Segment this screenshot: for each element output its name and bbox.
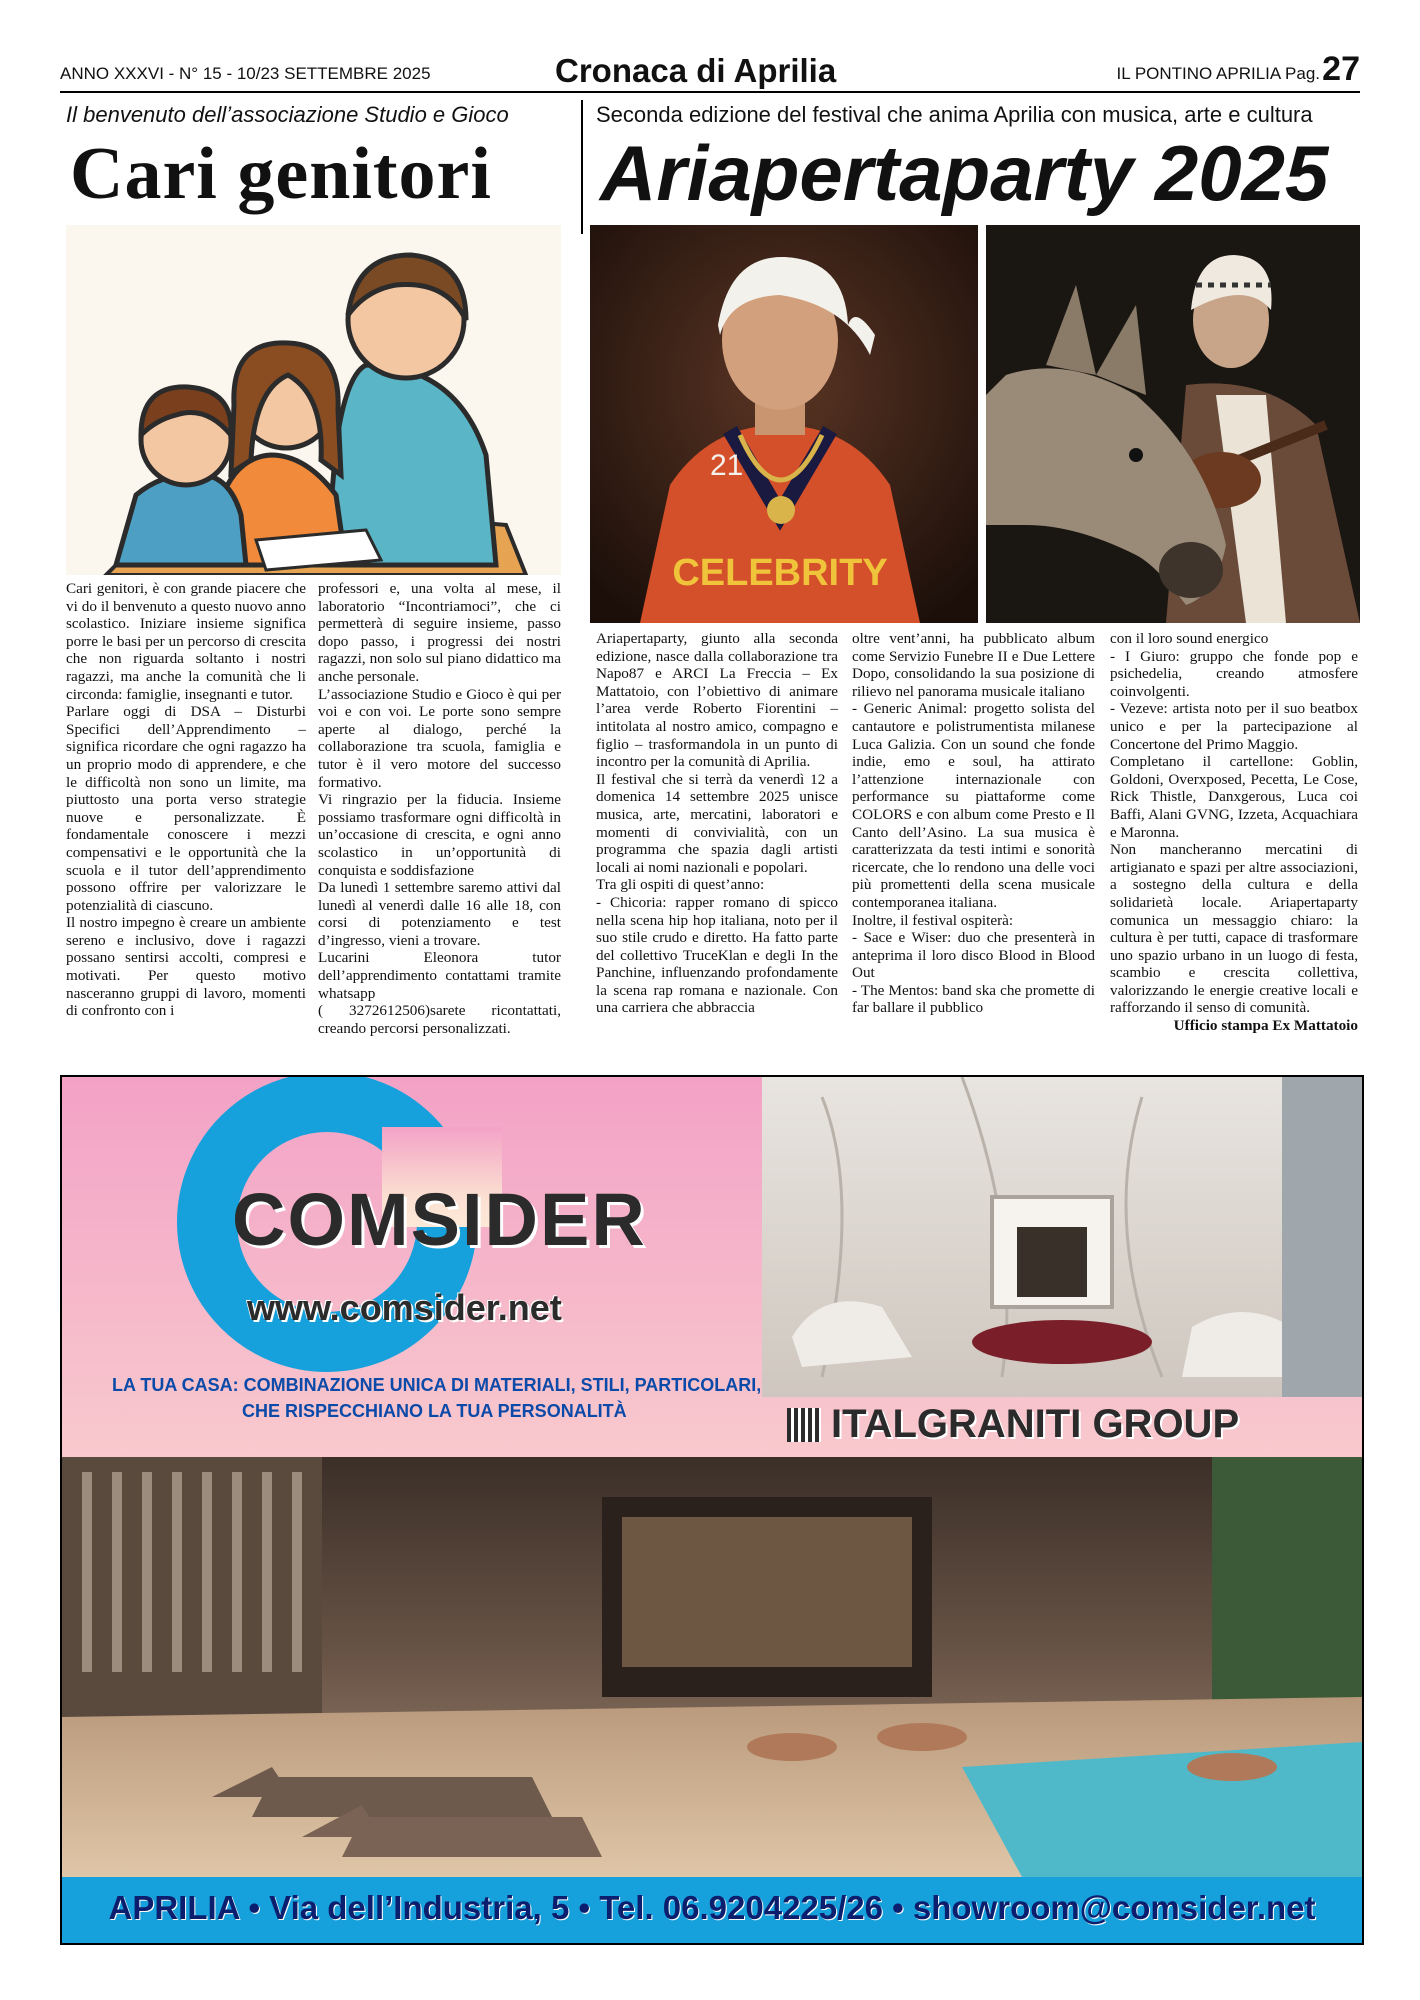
paragraph: Vi ringrazio per la fiducia. Insieme possiamo trasformare ogni difficoltà in un’occasione di crescita, e ogni anno scolastico in un’opportunità di conquista e soddisfazione: [318, 791, 561, 879]
paragraph: - Sace e Wiser: duo che presenterà in anteprima il loro disco Blood in Blood Out: [852, 929, 1095, 982]
left-headline: Cari genitori: [70, 133, 492, 215]
musician-donkey-photo: [986, 225, 1360, 623]
paragraph: con il loro sound energico: [1110, 630, 1269, 647]
ad-tagline-1: LA TUA CASA: COMBINAZIONE UNICA DI MATERIALI, STILI, PARTICOLARI,: [112, 1375, 762, 1395]
paragraph: Non mancheranno mercatini di artigianato e spazi per altre associazioni, a sostegno della cultura e della solidarietà locale. Ariapertaparty comunica un messaggio chiaro: la cultura è per tutti, capace di trasformare uno spazio urbano in un luogo di festa, scambio e crescita collettiva, valorizzando le energie creative locali e rafforzando il senso di comunità.: [1110, 841, 1358, 1017]
right-article-col2: [852, 630, 1095, 1017]
paragraph: professori e, una volta al mese, il laboratorio “Incontriamoci”, che ci permetterà di seguire insieme, passo dopo passo, i progressi dei nostri ragazzi, non solo sul piano didattico ma anche personale.: [318, 580, 561, 685]
page-number: 27: [1322, 50, 1360, 88]
paragraph: Ariapertaparty, giunto alla seconda edizione, nasce dalla collaborazione tra Napo87 e ARCI La Freccia – Ex Mattatoio, con l’obiettivo di animare l’area verde Roberto Fiorentini – intitolata al nostro amico, compagno e figlio – trasformandola in un punto di incontro per la comunità di Aprilia.: [596, 630, 838, 771]
paragraph: Completano il cartellone: Goblin, Goldoni, Overxposed, Pecetta, Le Cose, Rick Thistle, Danxgerous, Luca coi Baffi, Alani GVNG, Izzeta, Acquachiara e Maronna.: [1110, 753, 1358, 841]
paragraph: ( 3272612506)sarete ricontattati, creando percorsi personalizzati.: [318, 1002, 561, 1037]
paragraph: L’associazione Studio e Gioco è qui per voi e con voi. Le porte sono sempre aperte al dialogo, perché la collaborazione tra scuola, famiglia e tutor è il vero motore del successo formativo.: [318, 685, 561, 791]
header-rule: [60, 91, 1360, 93]
paragraph: - The Mentos: band ska che promette di far ballare il pubblico: [852, 981, 1095, 1017]
section-title: Cronaca di Aprilia: [555, 52, 837, 89]
paragraph: oltre vent’anni, ha pubblicato album come Servizio Funebre II e Due Lettere Dopo, consolidando la sua posizione di rilievo nel panorama musicale italiano: [852, 630, 1095, 700]
left-kicker: Il benvenuto dell’associazione Studio e Gioco: [66, 102, 509, 127]
paragraph: Il nostro impegno è creare un ambiente sereno e inclusivo, dove i ragazzi possano sentirsi accolti, compresi e motivati. Per questo motivo nasceranno gruppi di lavoro, momenti di confronto con i: [66, 914, 306, 1020]
paragraph: Da lunedì 1 settembre saremo attivi dal lunedì al venerdì dalle 16 alle 18, con corsi di potenziamento e test d’ingresso, vieni a trovare.: [318, 879, 561, 949]
left-article-col1: [66, 580, 306, 1020]
paragraph: Tra gli ospiti di quest’anno:: [596, 876, 765, 894]
paragraph: Parlare oggi di DSA – Disturbi Specifici dell’Apprendimento – significa ricordare che ogni ragazzo ha un proprio modo di apprendere, e che le difficoltà non sono un limite, ma piuttosto una porta verso strategie nuove e personalizzate. È fondamentale conoscere i mezzi compensativi e le opportunità che la scuola e il tutor dell’apprendimento possono offrire per valorizzare le potenzialità di ciascuno.: [66, 703, 306, 914]
left-article-col2: [318, 580, 561, 1037]
issue-info: ANNO XXXVI - N° 15 - 10/23 SETTEMBRE 2025: [60, 64, 431, 83]
paper-name: IL PONTINO APRILIA Pag.: [1116, 64, 1320, 83]
right-article-col3: [1110, 630, 1358, 1035]
brand-name: COMSIDER: [232, 1178, 647, 1261]
paragraph: Inoltre, il festival ospiterà:: [852, 911, 1014, 929]
partner-name: ITALGRANITI GROUP: [831, 1402, 1240, 1446]
paragraph: Lucarini Eleonora tutor dell’apprendimento contattami tramite whatsapp: [318, 949, 561, 1002]
right-article-col1: [596, 630, 838, 1017]
paragraph: - Vezeve: artista noto per il suo beatbox unico e per la partecipazione al Concertone del Primo Maggio.: [1110, 700, 1358, 753]
paragraph: - Chicoria: rapper romano di spicco nella scena hip hop italiana, noto per il suo stile crudo e diretto. Ha fatto parte del collettivo TruceKlan e degli In the Panchine, influenzando profondamente la scena rap romana e nazionale. Con una carriera che abbraccia: [596, 893, 838, 1017]
paragraph: Il festival che si terrà da venerdì 12 a domenica 14 settembre 2025 unisce musica, arte, mercatini, laboratori e momenti di convivialità, con un programma che spazia dagli artisti locali ai nomi nazionali e popolari.: [596, 770, 838, 876]
paragraph: - Generic Animal: progetto solista del cantautore e polistrumentista milanese Luca Galizia. Con un sound che fonde indie, emo e soul, ha attirato l’attenzione internazionale con performance su piattaforme come COLORS e con album come Presto e Il Canto dell’Asino. La sua musica è caratterizzata da testi intimi e sonorità ricercate, che lo rendono una delle voci più promettenti della scena musicale contemporanea italiana.: [852, 700, 1095, 911]
article-signature: Ufficio stampa Ex Mattatoio: [1173, 1017, 1358, 1035]
comsider-advertisement: [60, 1075, 1364, 1945]
ad-tagline-2: CHE RISPECCHIANO LA TUA PERSONALITÀ: [242, 1401, 627, 1421]
partner-logo: [787, 1402, 1239, 1447]
partner-mark-icon: [787, 1408, 821, 1442]
right-kicker: Seconda edizione del festival che anima Aprilia con musica, arte e cultura: [596, 102, 1313, 127]
brand-website[interactable]: www.comsider.net: [247, 1287, 562, 1328]
column-separator: [581, 100, 583, 234]
right-headline: Ariapertaparty 2025: [600, 129, 1329, 217]
paragraph: - I Giuro: gruppo che fonde pop e psichedelia, creando atmosfere coinvolgenti.: [1110, 647, 1358, 700]
jersey-number: 21: [710, 449, 744, 482]
ad-footer: APRILIA • Via dell’Industria, 5 • Tel. 06.9204225/26 • showroom@comsider.net: [108, 1889, 1316, 1926]
family-illustration: [66, 225, 561, 575]
rapper-photo: [590, 225, 978, 623]
paragraph: Cari genitori, è con grande piacere che vi do il benvenuto a questo nuovo anno scolastico. Iniziare insieme significa porre le basi per un percorso di crescita che non riguarda soltanto i nostri ragazzi, ma anche la comunità che li circonda: famiglie, insegnanti e tutor.: [66, 580, 306, 703]
jersey-text: CELEBRITY: [672, 552, 888, 594]
